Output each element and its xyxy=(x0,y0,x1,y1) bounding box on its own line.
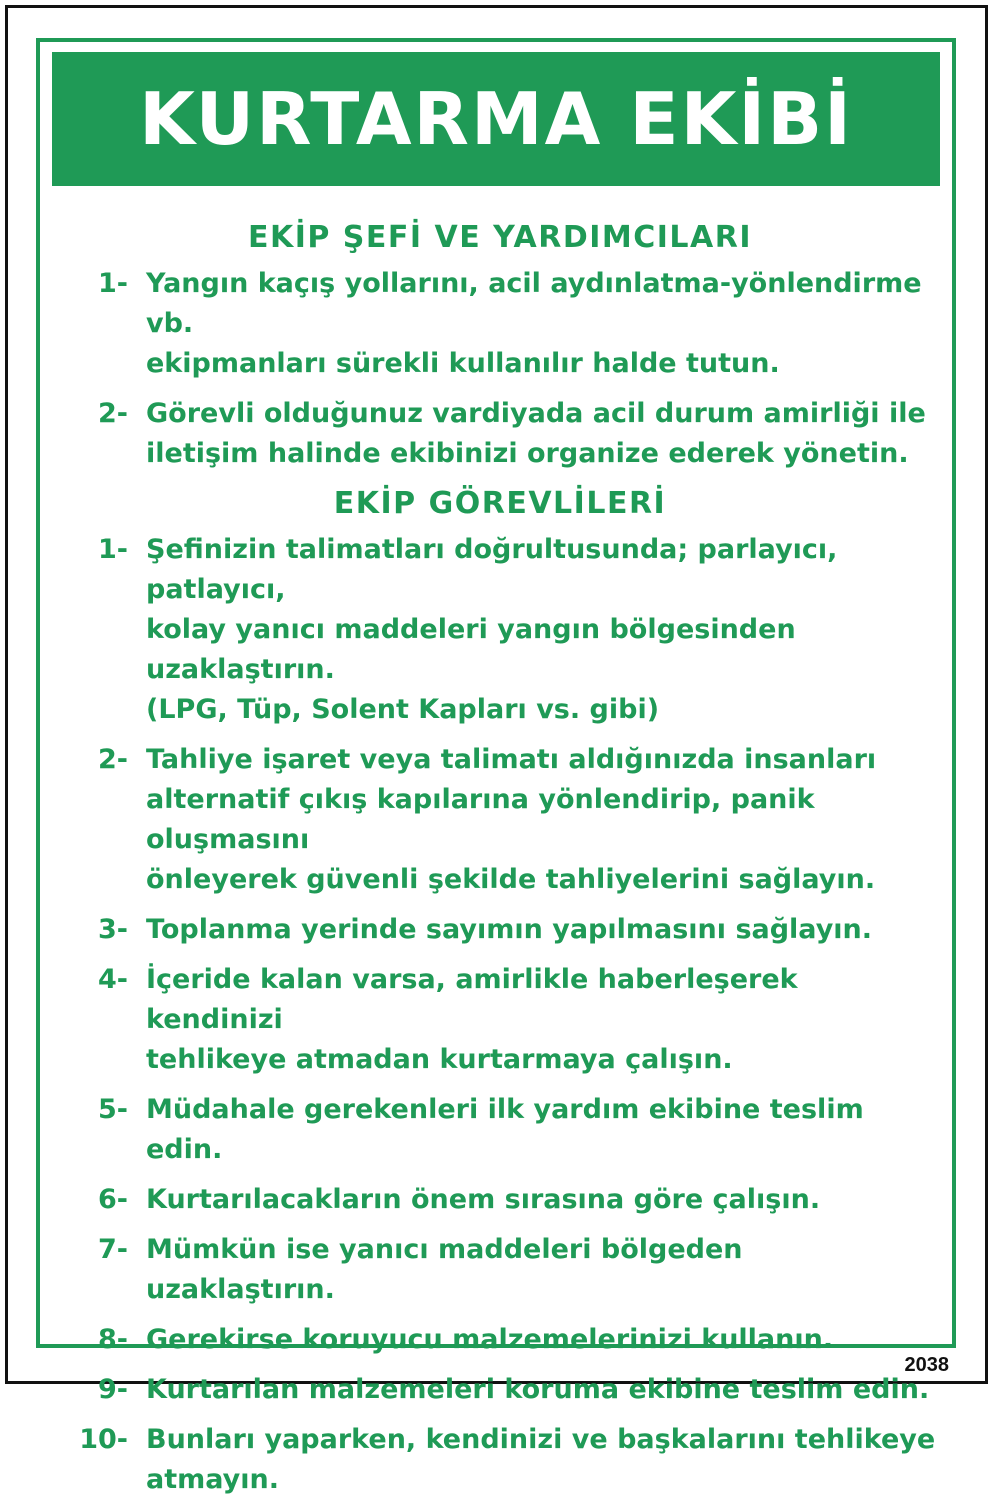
list-item xyxy=(60,1370,940,1410)
item-number: 2 - xyxy=(60,740,130,900)
item-text: Kurtarılan malzemeleri koruma ekibine teslim edin. xyxy=(146,1374,930,1405)
item-text: Tahliye işaret veya talimatı aldığınızda insanları alternatif çıkış kapılarına yönlendirip, panik oluşmasını önleyerek güvenli şekilde tahliyelerini sağlayın. xyxy=(146,744,877,895)
list-item xyxy=(60,1420,940,1500)
list-item xyxy=(60,1090,940,1170)
list-item xyxy=(60,1180,940,1220)
item-text: Yangın kaçış yollarını, acil aydınlatma-yönlendirme vb. ekipmanları sürekli kullanılır halde tutun. xyxy=(146,268,922,379)
list-item xyxy=(60,530,940,730)
list-item xyxy=(60,394,940,474)
product-code: 2038 xyxy=(904,1354,949,1376)
item-number: 7 - xyxy=(60,1230,130,1310)
section-heading-team-leader: EKİP ŞEFİ VE YARDIMCILARI xyxy=(247,220,753,255)
item-text: Gerekirse koruyucu malzemelerinizi kullanın. xyxy=(146,1324,834,1355)
item-number: 5 - xyxy=(60,1090,130,1170)
item-text: Kurtarılacakların önem sırasına göre çalışın. xyxy=(146,1184,821,1215)
item-text: İçeride kalan varsa, amirlikle haberleşerek kendinizi tehlikeye atmadan kurtarmaya çalışın. xyxy=(146,964,798,1075)
item-text: Müdahale gerekenleri ilk yardım ekibine teslim edin. xyxy=(146,1094,864,1165)
item-number: 6 - xyxy=(60,1180,130,1220)
team-leader-list xyxy=(60,264,940,474)
item-number: 2 - xyxy=(60,394,130,474)
team-members-list xyxy=(60,530,940,1500)
item-number: 10 - xyxy=(60,1420,130,1500)
item-number: 4 - xyxy=(60,960,130,1080)
item-text: Bunları yaparken, kendinizi ve başkalarını tehlikeye atmayın. xyxy=(146,1424,936,1495)
item-text: Şefinizin talimatları doğrultusunda; parlayıcı, patlayıcı, kolay yanıcı maddeleri yangın bölgesinden uzaklaştırın. (LPG, Tüp, Solent Kapları vs. gibi) xyxy=(146,534,838,725)
list-item xyxy=(60,910,940,950)
sign-title: KURTARMA EKİBİ xyxy=(139,77,853,161)
item-number: 9 - xyxy=(60,1370,130,1410)
sign-content xyxy=(60,218,940,1510)
item-number: 8 - xyxy=(60,1320,130,1360)
list-item xyxy=(60,960,940,1080)
list-item xyxy=(60,1230,940,1310)
list-item xyxy=(60,740,940,900)
list-item xyxy=(60,264,940,384)
item-number: 1 - xyxy=(60,264,130,384)
title-bar xyxy=(52,52,940,186)
item-number: 1 - xyxy=(60,530,130,730)
item-number: 3 - xyxy=(60,910,130,950)
item-text: Mümkün ise yanıcı maddeleri bölgeden uzaklaştırın. xyxy=(146,1234,743,1305)
item-text: Toplanma yerinde sayımın yapılmasını sağlayın. xyxy=(146,914,873,945)
section-heading-team-members: EKİP GÖREVLİLERİ xyxy=(333,486,667,521)
list-item xyxy=(60,1320,940,1360)
item-text: Görevli olduğunuz vardiyada acil durum amirliği ile iletişim halinde ekibinizi organize ederek yönetin. xyxy=(146,398,926,469)
